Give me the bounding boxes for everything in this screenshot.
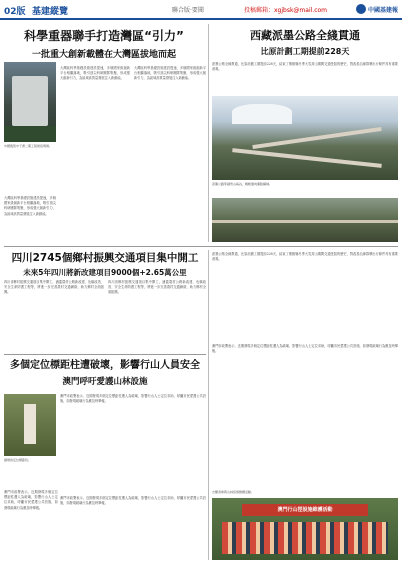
article-body: 派墨公路全線貫通，比原計劃工期提前228天，結束了墨脫縣冬季大雪封山期間交通受阻的歷史，對改善沿線群眾出行條件具有重要意義。 xyxy=(212,62,398,72)
article-body-col2: 澳門市政署表示，近期發現多個定位標距柱遭人為破壞，影響行山人士定位求助，呼籲市民愛護公共設施，如發現破壞行為應及時舉報。 xyxy=(60,496,206,506)
article-title: 四川2745個鄉村振興交通項目集中開工 xyxy=(11,252,199,264)
section-divider xyxy=(4,354,206,355)
article-title: 西藏派墨公路全綫貫通 xyxy=(250,29,360,42)
photo-caption: 損壞的定位標距柱。 xyxy=(4,458,32,462)
photo-caption: 志願者參與山林設施維護活動。 xyxy=(212,490,255,494)
article-subtitle: 一批重大創新載體在大灣區拔地而起 xyxy=(31,49,176,60)
article-body: 四川省鄉村振興交通項目集中開工，涵蓋農村公路新改建、危橋改造、安全生命防護工程等，將進一步完善農村交通網絡，助力鄉村全面振興。 xyxy=(4,280,104,295)
photo-caption: 派墨公路穿越雪山峽谷，蜿蜒通向墨脫縣城。 xyxy=(212,182,273,186)
article-subtitle: 澳門呼吁愛護山林設施 xyxy=(62,376,148,387)
column-divider xyxy=(208,24,209,242)
article-body-col0: 澳門市政署表示，近期發現多個定位標距柱遭人為破壞，影響行山人士定位求助，呼籲市民愛護公共設施，如發現破壞行為應及時舉報。 xyxy=(4,490,58,510)
article-macau xyxy=(4,360,206,387)
photo-caption: 中國散裂中子源二期工程建設現場。 xyxy=(4,144,53,148)
article-body-col2: 大灣區科學基礎設施建設提速，多個國家級創新平台相繼落地，吸引頂尖科研團隊集聚，形成強大創新引力，為區域高質量發展注入新動能。 xyxy=(134,66,206,81)
article-subtitle: 未來5年四川將新改建項目9000個+2.65萬公里 xyxy=(23,268,187,278)
road-photo-1 xyxy=(212,96,398,180)
group-photo xyxy=(212,498,398,560)
logo-text: 中國基建報 xyxy=(368,6,399,14)
newspaper-logo xyxy=(356,2,400,16)
page-number: 02版 xyxy=(4,7,26,17)
section-name: 基建縱覽 xyxy=(32,7,69,17)
article-title: 科學重器聯手打造灣區“引力” xyxy=(24,29,184,43)
article-body-col0: 大灣區科學基礎設施建設提速，多個國家級創新平台相繼落地，吸引頂尖科研團隊集聚，形成強大創新引力，為區域高質量發展注入新動能。 xyxy=(4,196,56,216)
edition-label: 聯合版·要聞 xyxy=(172,7,204,14)
header-rule xyxy=(0,18,402,20)
article-body-macau-continued: 澳門市政署表示，近期發現多個定位標距柱遭人為破壞，影響行山人士定位求助，呼籲市民愛護公共設施，如發現破壞行為應及時舉報。 xyxy=(212,344,398,354)
article-body: 大灣區科學基礎設施建設提速，多個國家級創新平台相繼落地，吸引頂尖科研團隊集聚，形成強大創新引力，為區域高質量發展注入新動能。 xyxy=(60,66,130,81)
article-subtitle: 比原計劃工期提前228天 xyxy=(260,46,350,56)
page-header xyxy=(0,0,402,20)
article-body-col2: 四川省鄉村振興交通項目集中開工，涵蓋農村公路新改建、危橋改造、安全生命防護工程等，將進一步完善農村交通網絡，助力鄉村全面振興。 xyxy=(108,280,206,295)
event-banner: 澳門行山徑設施維護活動 xyxy=(242,504,368,516)
column-divider xyxy=(208,250,209,560)
pole-photo xyxy=(4,394,56,456)
article-science xyxy=(4,30,204,60)
article-body: 澳門市政署表示，近期發現多個定位標距柱遭人為破壞，影響行山人士定位求助，呼籲市民愛護公共設施，如發現破壞行為應及時舉報。 xyxy=(60,394,206,404)
article-road xyxy=(212,30,398,57)
section-divider xyxy=(4,246,398,247)
article-sichuan xyxy=(4,252,206,278)
article-photo xyxy=(4,62,56,142)
email-label: 投稿郵箱：xgjbsk@mail.com xyxy=(244,7,328,14)
road-photo-2 xyxy=(212,198,398,242)
article-body-continued: 派墨公路全線貫通，比原計劃工期提前228天，結束了墨脫縣冬季大雪封山期間交通受阻的歷史，對改善沿線群眾出行條件具有重要意義。 xyxy=(212,252,398,262)
article-title: 多個定位標距柱遭破壞，影響行山人員安全 xyxy=(10,360,200,371)
logo-icon xyxy=(356,4,366,14)
